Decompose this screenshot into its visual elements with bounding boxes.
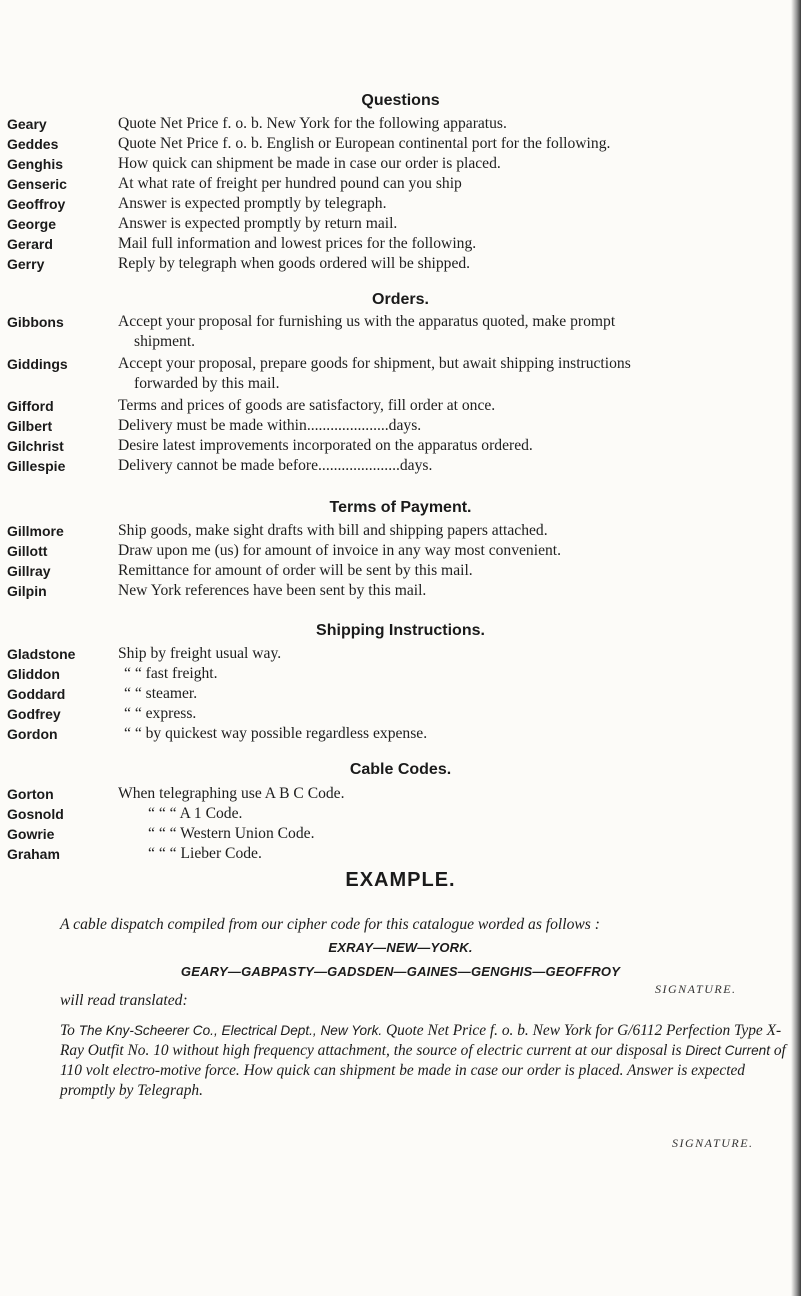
cable-address: EXRAY—NEW—YORK. <box>328 940 473 955</box>
code-phrase: Ship by freight usual way. <box>118 645 282 662</box>
code-word: Genseric <box>7 176 67 192</box>
code-word: Gillmore <box>7 523 64 539</box>
code-word: Gerry <box>7 256 45 272</box>
code-word: George <box>7 216 57 232</box>
code-phrase: Terms and prices of goods are satisfactory, fill order at once. <box>118 397 496 414</box>
code-phrase: “ “ “ Lieber Code. <box>148 845 262 862</box>
code-phrase: Desire latest improvements incorporated on the apparatus ordered. <box>118 437 533 454</box>
phrase-line: Accept your proposal for furnishing us with the apparatus quoted, make prompt <box>118 313 616 330</box>
code-word: Gilpin <box>7 583 47 599</box>
phrase-continuation: shipment. <box>134 333 196 350</box>
code-phrase <box>118 312 788 352</box>
code-phrase <box>118 354 788 394</box>
code-phrase: How quick can shipment be made in case our order is placed. <box>118 155 501 172</box>
code-phrase: Quote Net Price f. o. b. New York for the following apparatus. <box>118 115 507 132</box>
orders-heading: Orders. <box>372 291 429 308</box>
phrase-continuation: forwarded by this mail. <box>134 375 280 392</box>
code-word: Gorton <box>7 786 54 802</box>
code-phrase: Ship goods, make sight drafts with bill and shipping papers attached. <box>118 522 548 539</box>
code-phrase: “ “ express. <box>124 705 197 722</box>
code-word: Gifford <box>7 398 54 414</box>
code-word: Giddings <box>7 356 68 372</box>
translation-part: Quote Net Price f. o. b. New York for G/6112 Perfection Type X-Ray Outfit No. 10 without high frequency attachment, the source of electric current at our disposal is <box>60 1022 782 1059</box>
translated-dispatch <box>60 1021 795 1101</box>
code-phrase: Answer is expected promptly by telegraph. <box>118 195 387 212</box>
code-word: Gordon <box>7 726 58 742</box>
translated-label: will read translated: <box>60 992 188 1009</box>
cable-heading: Cable Codes. <box>349 761 452 778</box>
code-phrase: “ “ steamer. <box>124 685 198 702</box>
code-word: Gerard <box>7 236 53 252</box>
code-phrase: “ “ “ Western Union Code. <box>148 825 315 842</box>
code-phrase: At what rate of freight per hundred pound can you ship <box>118 175 462 192</box>
page-edge-shadow <box>791 0 801 1296</box>
example-title: EXAMPLE. <box>345 869 456 891</box>
translation-part: The Kny-Scheerer Co., Electrical Dept., New York. <box>78 1023 383 1038</box>
code-phrase: Remittance for amount of order will be sent by this mail. <box>118 562 473 579</box>
code-word: Geddes <box>7 136 59 152</box>
code-phrase: “ “ by quickest way possible regardless expense. <box>124 725 428 742</box>
code-phrase: “ “ fast freight. <box>124 665 218 682</box>
translation-part: of 110 volt electro-motive force. How quick can shipment be made in case our order is placed. Answer is expected promptly by Telegraph. <box>60 1042 786 1099</box>
code-phrase: Answer is expected promptly by return mail. <box>118 215 398 232</box>
phrase-line: Accept your proposal, prepare goods for shipment, but await shipping instructions <box>118 355 631 372</box>
translation-part: Direct Current <box>685 1043 770 1058</box>
code-word: Gosnold <box>7 806 64 822</box>
code-word: Godfrey <box>7 706 61 722</box>
code-word: Graham <box>7 846 60 862</box>
code-phrase: New York references have been sent by this mail. <box>118 582 427 599</box>
translation-part: To <box>60 1022 79 1039</box>
code-phrase: Reply by telegraph when goods ordered will be shipped. <box>118 255 471 272</box>
code-word: Gillespie <box>7 458 66 474</box>
code-phrase: Delivery must be made within.....................days. <box>118 417 422 434</box>
code-phrase: Draw upon me (us) for amount of invoice in any way most convenient. <box>118 542 562 559</box>
example-intro: A cable dispatch compiled from our cipher code for this catalogue worded as follows : <box>60 916 600 933</box>
shipping-heading: Shipping Instructions. <box>316 622 485 639</box>
code-word: Genghis <box>7 156 64 172</box>
code-phrase: When telegraphing use A B C Code. <box>118 785 345 802</box>
code-word: Goddard <box>7 686 66 702</box>
code-word: Gibbons <box>7 314 64 330</box>
code-word: Gladstone <box>7 646 76 662</box>
questions-heading: Questions <box>361 92 440 109</box>
code-word: Gillott <box>7 543 48 559</box>
code-phrase: Quote Net Price f. o. b. English or European continental port for the following. <box>118 135 611 152</box>
code-phrase: “ “ “ A 1 Code. <box>148 805 243 822</box>
signature-label: SIGNATURE. <box>672 1136 754 1150</box>
payment-heading: Terms of Payment. <box>329 499 472 516</box>
cipher-words: GEARY—GABPASTY—GADSDEN—GAINES—GENGHIS—GEOFFROY <box>180 964 621 979</box>
code-word: Gowrie <box>7 826 55 842</box>
code-word: Geoffroy <box>7 196 66 212</box>
code-phrase: Mail full information and lowest prices for the following. <box>118 235 477 252</box>
code-word: Gilbert <box>7 418 53 434</box>
signature-label: SIGNATURE. <box>655 982 737 996</box>
code-word: Gillray <box>7 563 51 579</box>
code-phrase: Delivery cannot be made before.....................days. <box>118 457 433 474</box>
code-word: Gilchrist <box>7 438 64 454</box>
code-word: Gliddon <box>7 666 60 682</box>
code-word: Geary <box>7 116 47 132</box>
